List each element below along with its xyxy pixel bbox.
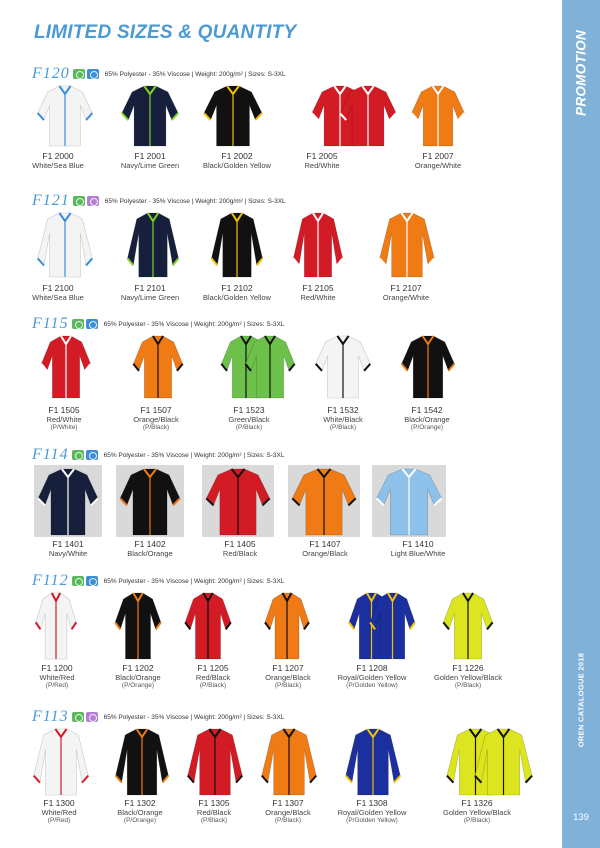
sidebar-promotion-label: PROMOTION <box>573 30 589 116</box>
product-section-f120 <box>0 66 560 191</box>
product-label <box>388 152 488 170</box>
product-item <box>130 332 186 436</box>
product-color: White/Black <box>323 414 363 424</box>
shirt-image <box>258 725 320 797</box>
shirt-photo <box>280 82 400 148</box>
shirt-photo <box>112 589 164 666</box>
product-piping: (P/Black) <box>329 424 357 432</box>
shirt-photo <box>130 332 186 405</box>
product-item <box>290 209 346 314</box>
product-piping: (P/Black) <box>235 424 263 432</box>
shirt-image <box>336 82 400 148</box>
product-sku: F1 2007 <box>422 151 454 161</box>
product-sku: F1 1407 <box>309 539 341 549</box>
product-code: F121 <box>32 192 70 209</box>
product-label <box>322 664 422 690</box>
product-piping: (P/Red) <box>47 817 71 825</box>
shirt-photo <box>290 209 346 284</box>
fabric-spec: 65% Polyester - 35% Viscose | Weight: 200g/m² | Sizes: S-3XL <box>103 713 285 721</box>
shirt-photo <box>112 725 172 802</box>
shirt-image <box>34 465 102 537</box>
product-sku: F1 1205 <box>197 663 229 673</box>
product-item <box>288 465 360 570</box>
shirt-image <box>34 82 96 148</box>
product-item <box>30 725 92 829</box>
section-header <box>32 66 286 82</box>
product-label <box>8 152 108 170</box>
product-sku: F1 1405 <box>224 539 256 549</box>
shirt-image <box>440 589 496 661</box>
section-header <box>32 573 284 589</box>
shirt-photo <box>414 725 536 797</box>
product-sku: F1 1207 <box>272 663 304 673</box>
product-item <box>33 589 79 694</box>
product-item <box>34 465 102 570</box>
shirt-photo <box>288 465 360 542</box>
product-color: Orange/Black <box>265 672 311 682</box>
product-sku: F1 1305 <box>198 798 230 808</box>
shirt-photo <box>33 589 79 666</box>
shirt-image <box>367 589 418 661</box>
product-sku: F1 2001 <box>134 151 166 161</box>
product-color: Black/Orange <box>115 672 161 682</box>
product-item <box>112 589 164 694</box>
product-sku: F1 2002 <box>221 151 253 161</box>
shirt-photo <box>342 725 404 802</box>
product-sku: F1 1200 <box>41 663 73 673</box>
product-item <box>194 332 298 436</box>
fabric-spec: 65% Polyester - 35% Viscose | Weight: 200g/m² | Sizes: S-3XL <box>103 451 285 459</box>
shirt-image <box>312 332 374 400</box>
sidebar-promotion <box>562 18 600 128</box>
product-color: Orange/Black <box>133 414 179 424</box>
shirt-image <box>242 332 298 400</box>
product-sku: F1 1401 <box>52 539 84 549</box>
shirt-image <box>30 725 92 797</box>
product-color: Black/Golden Yellow <box>203 160 271 170</box>
shirt-photo <box>200 82 266 153</box>
cool-dry-icon <box>87 69 99 79</box>
product-color: White/Sea Blue <box>32 160 84 170</box>
product-sku: F1 1302 <box>124 798 156 808</box>
ladies-fit-icon <box>87 196 99 206</box>
product-item <box>202 465 274 570</box>
product-item <box>118 82 182 182</box>
product-sku: F1 2000 <box>42 151 74 161</box>
shirt-image <box>202 465 274 537</box>
product-color: Red/Black <box>195 672 231 682</box>
product-section-f114 <box>0 447 560 572</box>
product-label <box>100 540 200 558</box>
fabric-spec: 65% Polyester - 35% Viscose | Weight: 200g/m² | Sizes: S-3XL <box>104 197 286 205</box>
sidebar-catalogue <box>562 640 600 760</box>
shirt-image <box>290 209 346 279</box>
shirt-image <box>130 332 186 400</box>
product-piping: (P/Black) <box>142 424 170 432</box>
shirt-image <box>288 465 360 537</box>
product-label <box>106 406 206 432</box>
shirt-photo <box>258 725 320 802</box>
shirt-photo <box>398 332 458 405</box>
product-item <box>112 725 172 829</box>
section-header <box>32 316 284 332</box>
product-item <box>34 82 96 182</box>
product-piping: (P/Black) <box>454 682 482 690</box>
product-piping: (P/White) <box>50 424 78 432</box>
product-section-f112 <box>0 573 560 698</box>
product-color: White/Red <box>41 807 77 817</box>
product-color: Red/White <box>300 292 336 302</box>
shirt-photo <box>124 209 182 284</box>
product-color: Green/Black <box>228 414 270 424</box>
fabric-spec: 65% Polyester - 35% Viscose | Weight: 200g/m² | Sizes: S-3XL <box>103 320 285 328</box>
product-sku: F1 1402 <box>134 539 166 549</box>
shirt-photo <box>312 332 374 405</box>
product-color: White/Sea Blue <box>32 292 84 302</box>
product-sku: F1 2107 <box>390 283 422 293</box>
section-header <box>32 193 286 209</box>
shirt-image <box>342 725 404 797</box>
shirt-image <box>200 82 266 148</box>
shirt-image <box>262 589 312 661</box>
product-item <box>337 725 407 829</box>
eco-fabric-icon <box>72 576 84 586</box>
product-label <box>272 152 372 170</box>
product-piping: (P/Orange) <box>410 424 444 432</box>
shirt-image <box>112 725 172 797</box>
shirt-image <box>118 82 182 148</box>
product-piping: (P/Black) <box>199 682 227 690</box>
page-title: LIMITED SIZES & QUANTITY <box>34 22 297 43</box>
product-color: Orange/White <box>382 292 430 302</box>
product-label <box>100 284 200 302</box>
shirt-photo <box>262 589 312 666</box>
product-item <box>434 589 502 694</box>
product-sku: F1 1542 <box>411 405 443 415</box>
product-label <box>418 664 518 690</box>
fabric-spec: 65% Polyester - 35% Viscose | Weight: 200g/m² | Sizes: S-3XL <box>103 577 285 585</box>
product-item <box>398 332 458 436</box>
product-label <box>14 406 114 432</box>
shirt-photo <box>184 725 246 802</box>
product-label <box>8 284 108 302</box>
product-label <box>275 540 375 558</box>
product-item <box>376 209 438 314</box>
product-color: Royal/Golden Yellow <box>337 672 407 682</box>
product-label <box>377 406 477 432</box>
product-item <box>203 209 271 314</box>
product-piping: (P/Red) <box>45 682 69 690</box>
product-item <box>34 209 96 314</box>
product-color: Golden Yellow/Black <box>443 807 511 817</box>
shirt-image <box>184 725 246 797</box>
section-header <box>32 709 284 725</box>
product-label <box>100 152 200 170</box>
shirt-image <box>38 332 94 400</box>
product-code: F112 <box>32 572 69 589</box>
product-label <box>356 284 456 302</box>
shirt-photo <box>202 465 274 542</box>
shirt-photo <box>182 589 234 666</box>
shirt-photo <box>38 332 94 405</box>
product-sku: F1 1308 <box>356 798 388 808</box>
shirt-photo <box>408 82 468 153</box>
product-item <box>312 332 374 436</box>
product-item <box>38 332 94 436</box>
ladies-fit-icon <box>86 712 98 722</box>
product-color: White/Red <box>39 672 75 682</box>
product-section-f121 <box>0 193 560 318</box>
product-sku: F1 1523 <box>233 405 265 415</box>
product-color: Light Blue/White <box>390 548 446 558</box>
eco-fabric-icon <box>72 450 84 460</box>
product-item <box>120 209 182 314</box>
product-code: F113 <box>32 708 69 725</box>
product-color: Red/Black <box>222 548 258 558</box>
product-color: Red/Black <box>196 807 232 817</box>
cool-dry-icon <box>86 319 98 329</box>
product-sku: F1 2005 <box>306 151 338 161</box>
shirt-image <box>124 209 182 279</box>
product-color: Black/Orange <box>404 414 450 424</box>
shirt-image <box>208 209 266 279</box>
product-color: Red/White <box>46 414 82 424</box>
product-sku: F1 1507 <box>140 405 172 415</box>
shirt-image <box>372 465 446 537</box>
product-color: Black/Orange <box>117 807 163 817</box>
shirt-photo <box>30 725 92 802</box>
fabric-spec: 65% Polyester - 35% Viscose | Weight: 200g/m² | Sizes: S-3XL <box>104 70 286 78</box>
product-item <box>116 465 184 570</box>
product-label <box>427 799 527 825</box>
shirt-photo <box>372 465 446 542</box>
product-color: Red/White <box>304 160 340 170</box>
shirt-image <box>376 209 438 279</box>
shirt-image <box>112 589 164 661</box>
shirt-photo <box>118 82 182 153</box>
product-sku: F1 2100 <box>42 283 74 293</box>
product-piping: (P/Golden Yellow) <box>346 682 398 690</box>
eco-fabric-icon <box>73 69 85 79</box>
product-sku: F1 2101 <box>134 283 166 293</box>
eco-fabric-icon <box>72 712 84 722</box>
shirt-photo <box>208 209 266 284</box>
product-label <box>368 540 468 558</box>
product-label <box>199 406 299 432</box>
product-sku: F1 1410 <box>402 539 434 549</box>
product-piping: (P/Orange) <box>121 682 155 690</box>
product-item <box>372 465 446 570</box>
product-code: F120 <box>32 65 70 82</box>
sidebar <box>562 0 600 848</box>
shirt-image <box>33 589 79 661</box>
shirt-photo <box>440 589 496 666</box>
product-item <box>184 725 246 829</box>
eco-fabric-icon <box>73 196 85 206</box>
shirt-image <box>34 209 96 279</box>
product-piping: (P/Black) <box>274 682 302 690</box>
product-item <box>182 589 234 694</box>
product-label <box>268 284 368 302</box>
product-color: Golden Yellow/Black <box>434 672 502 682</box>
product-color: Navy/White <box>48 548 88 558</box>
product-sku: F1 1532 <box>327 405 359 415</box>
product-item <box>414 725 536 829</box>
product-item <box>262 589 312 694</box>
product-item <box>200 82 271 182</box>
product-piping: (P/Orange) <box>123 817 157 825</box>
product-sku: F1 1226 <box>452 663 484 673</box>
product-color: Orange/Black <box>302 548 348 558</box>
shirt-image <box>471 725 536 797</box>
shirt-image <box>116 465 184 537</box>
shirt-photo <box>376 209 438 284</box>
product-item <box>258 725 320 829</box>
product-item <box>408 82 468 182</box>
page-number: 139 <box>573 812 589 823</box>
shirt-photo <box>34 465 102 542</box>
eco-fabric-icon <box>72 319 84 329</box>
product-sku: F1 1326 <box>461 798 493 808</box>
cool-dry-icon <box>86 576 98 586</box>
shirt-photo <box>34 82 96 153</box>
shirt-image <box>398 332 458 400</box>
product-sku: F1 1307 <box>272 798 304 808</box>
product-piping: (P/Black) <box>200 817 228 825</box>
product-sku: F1 2102 <box>221 283 253 293</box>
product-section-f113 <box>0 709 560 834</box>
product-piping: (P/Black) <box>274 817 302 825</box>
shirt-photo <box>324 589 418 661</box>
shirt-photo <box>116 465 184 542</box>
product-color: Black/Golden Yellow <box>203 292 271 302</box>
section-header <box>32 447 284 463</box>
product-sku: F1 1300 <box>43 798 75 808</box>
shirt-photo <box>194 332 298 400</box>
shirt-photo <box>34 209 96 284</box>
cool-dry-icon <box>86 450 98 460</box>
product-sku: F1 1202 <box>122 663 154 673</box>
product-item <box>280 82 400 182</box>
product-color: Orange/Black <box>265 807 311 817</box>
product-piping: (P/Black) <box>463 817 491 825</box>
product-sku: F1 1208 <box>356 663 388 673</box>
product-section-f115 <box>0 316 560 441</box>
product-color: Navy/Lime Green <box>120 292 180 302</box>
product-label <box>322 799 422 825</box>
catalogue-label: OREN CATALOGUE 2018 <box>576 652 586 748</box>
product-code: F115 <box>32 315 69 332</box>
product-item <box>324 589 418 694</box>
product-color: Royal/Golden Yellow <box>337 807 407 817</box>
product-sku: F1 2105 <box>302 283 334 293</box>
product-sku: F1 1505 <box>48 405 80 415</box>
product-color: Orange/White <box>414 160 462 170</box>
product-piping: (P/Golden Yellow) <box>346 817 398 825</box>
product-color: Black/Orange <box>127 548 173 558</box>
shirt-image <box>182 589 234 661</box>
product-code: F114 <box>32 446 69 463</box>
product-color: Navy/Lime Green <box>120 160 180 170</box>
shirt-image <box>408 82 468 148</box>
